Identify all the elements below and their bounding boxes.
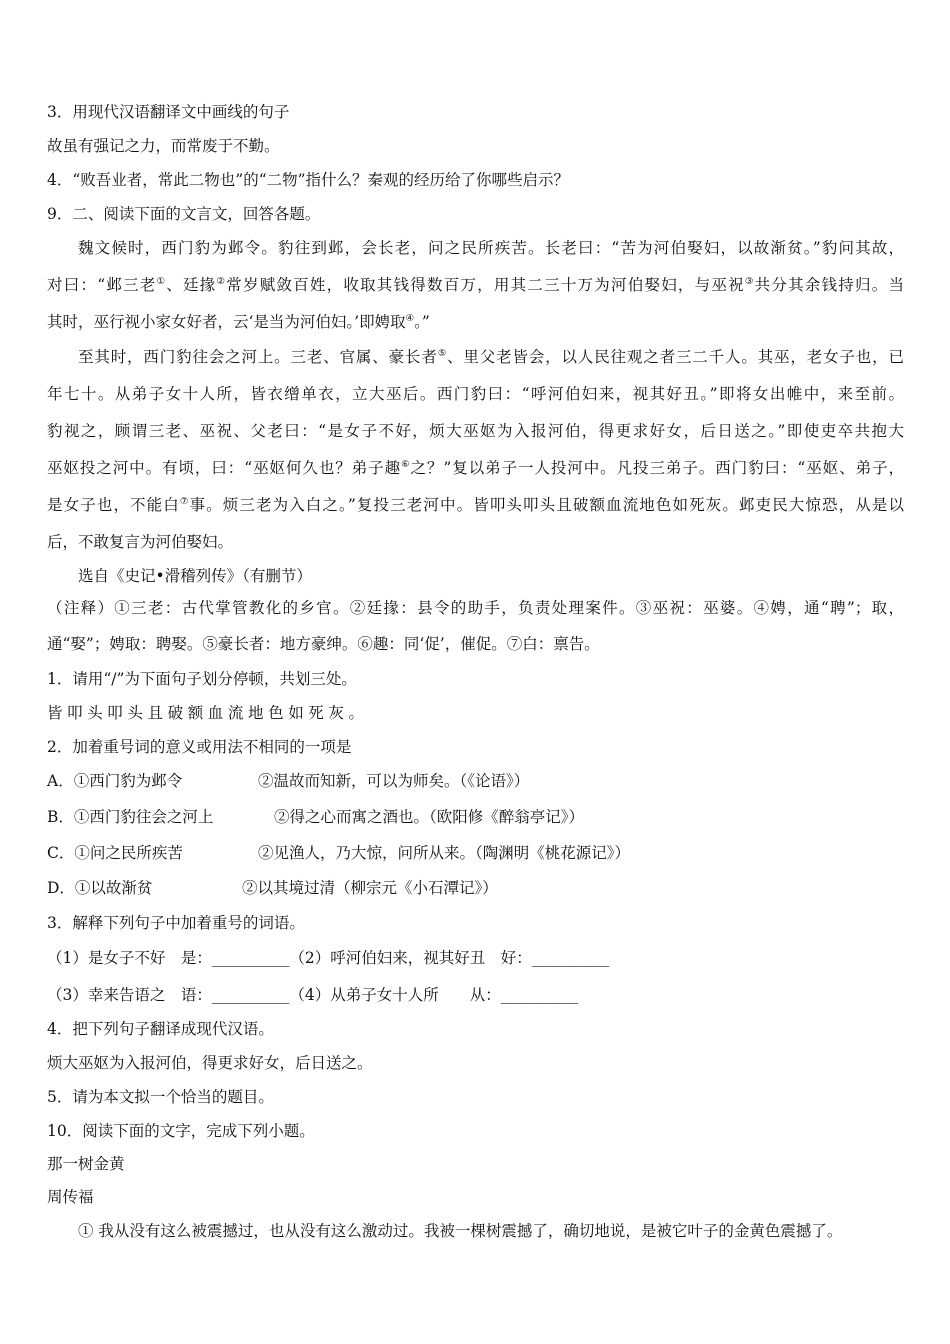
question-2: 2．加着重号词的意义或用法不相同的一项是 (47, 738, 352, 756)
pause-sentence: 皆叩头叩头且破额血流地色如死灰。 (47, 704, 369, 722)
question-3-translate: 3．用现代汉语翻译文中画线的句子 (47, 103, 290, 121)
article-paragraph-1: ① 我从没有这么被震撼过，也从没有这么激动过。我被一棵树震撼了，确切地说，是被它叶子的金黄色震撼了。 (78, 1222, 843, 1240)
footnote-mark-2: ② (216, 275, 227, 287)
option-c-part1[interactable]: C．①问之民所疾苦 (47, 844, 183, 862)
text-span: 共分其余钱持归。当 (754, 276, 904, 294)
option-a-part2: ②温故而知新，可以为师矣。（《论语》） (258, 772, 530, 790)
passage-p1-line2 (47, 275, 904, 295)
notes-line1: （注释）①三老：古代掌管教化的乡官。②廷掾：县令的助手，负责处理案件。③巫祝：巫婆。④娉，通“聘”；取， (47, 599, 904, 617)
question-4-two-things: 4．“败吾业者，常此二物也”的“二物”指什么？秦观的经历给了你哪些启示？ (47, 171, 570, 189)
option-c-part2: ②见渔人，乃大惊，问所从来。（陶渊明《桃花源记》） (258, 844, 631, 862)
option-a-part1[interactable]: A．①西门豹为邺令 (47, 772, 183, 790)
passage-p1-line1: 魏文候时，西门豹为邺令。豹往到邺，会长老，问之民所疾苦。长老曰：“苦为河伯娶妇，以故渐贫。”豹问其故， (78, 239, 904, 257)
text-span: 其时，巫行视小家女好者，云‘是当为河伯妇。’即娉取 (47, 313, 406, 331)
text-span: 、廷掾 (166, 276, 217, 294)
question-9-header: 9．二、阅读下面的文言文，回答各题。 (47, 205, 321, 223)
question-1: 1．请用“/”为下面句子划分停顿，共划三处。 (47, 670, 357, 688)
text-span: 。” (414, 313, 430, 331)
text-span: 事。烦三老为入白之。”复投三老河中。皆叩头叩头且破额血流地色如死灰。邺吏民大惊恐，从是以 (189, 496, 904, 514)
question-3-row1: （1）是女子不好 是：__________（2）呼河伯妇来，视其好丑 好：__________ (47, 949, 610, 967)
passage-p2-line2: 年七十。从弟子女十人所，皆衣缯单衣，立大巫后。西门豹曰：“呼河伯妇来，视其好丑。”即将女出帷中，来至前。 (47, 385, 904, 403)
question-10-header: 10．阅读下面的文字，完成下列小题。 (47, 1122, 315, 1140)
article-author: 周传福 (47, 1188, 94, 1206)
option-d-part2: ②以其境过清（柳宗元《小石潭记》） (242, 879, 498, 897)
footnote-mark-5: ⑤ (437, 347, 448, 359)
option-b-part1[interactable]: B．①西门豹往会之河上 (47, 808, 214, 826)
text-span: 常岁赋敛百姓，收取其钱得数百万，用其二三十万为河伯娶妇，与巫祝 (226, 276, 745, 294)
question-3-row2: （3）幸来告语之 语：__________（4）从弟子女十人所 从：__________ (47, 986, 579, 1004)
question-5: 5．请为本文拟一个恰当的题目。 (47, 1088, 274, 1106)
passage-p1-line3 (47, 312, 904, 332)
passage-p2-line3: 豹视之，顾谓三老、巫祝、父老曰：“是女子不好，烦大巫妪为入报河伯，得更求好女，后日送之。”即使吏卒共抱大 (47, 422, 904, 440)
footnote-mark-7: ⑦ (179, 495, 190, 507)
notes-line2: 通“娶”；娉取：聘娶。⑤豪长者：地方豪绅。⑥趣：同‘促’，催促。⑦白：禀告。 (47, 635, 600, 653)
article-title: 那一树金黄 (47, 1155, 125, 1173)
question-3: 3．解释下列句子中加着重号的词语。 (47, 914, 305, 932)
footnote-mark-1: ① (156, 275, 167, 287)
text-span: 、里父老皆会，以人民往观之者三二千人。其巫，老女子也，已 (447, 348, 904, 366)
option-d-part1[interactable]: D．①以故渐贫 (47, 879, 153, 897)
text-span: 是女子也，不能白 (47, 496, 180, 514)
footnote-mark-3: ③ (744, 275, 755, 287)
passage-source: 选自《史记•滑稽列传》（有删节） (78, 567, 312, 585)
passage-p2-line4 (47, 458, 904, 478)
text-span: 至其时，西门豹往会之河上。三老、官属、豪长者 (78, 348, 438, 366)
translate-sentence-2: 烦大巫妪为入报河伯，得更求好女，后日送之。 (47, 1054, 373, 1072)
option-b-part2: ②得之心而寓之酒也。（欧阳修《醉翁亭记》） (274, 808, 585, 826)
text-span: 之？”复以弟子一人投河中。凡投三弟子。西门豹曰：“巫妪、弟子， (410, 459, 904, 477)
text-span: 巫妪投之河中。有顷，曰：“巫妪何久也？弟子趣 (47, 459, 402, 477)
passage-p2-line5 (47, 495, 904, 515)
passage-p2-line1 (78, 347, 904, 367)
passage-p2-line6: 后，不敢复言为河伯娶妇。 (47, 533, 234, 551)
text-span: 对曰：“邺三老 (47, 276, 157, 294)
translate-sentence: 故虽有强记之力，而常废于不勤。 (47, 137, 280, 155)
footnote-mark-4: ④ (405, 312, 415, 324)
footnote-mark-6: ⑥ (401, 458, 411, 470)
question-4: 4．把下列句子翻译成现代汉语。 (47, 1020, 274, 1038)
